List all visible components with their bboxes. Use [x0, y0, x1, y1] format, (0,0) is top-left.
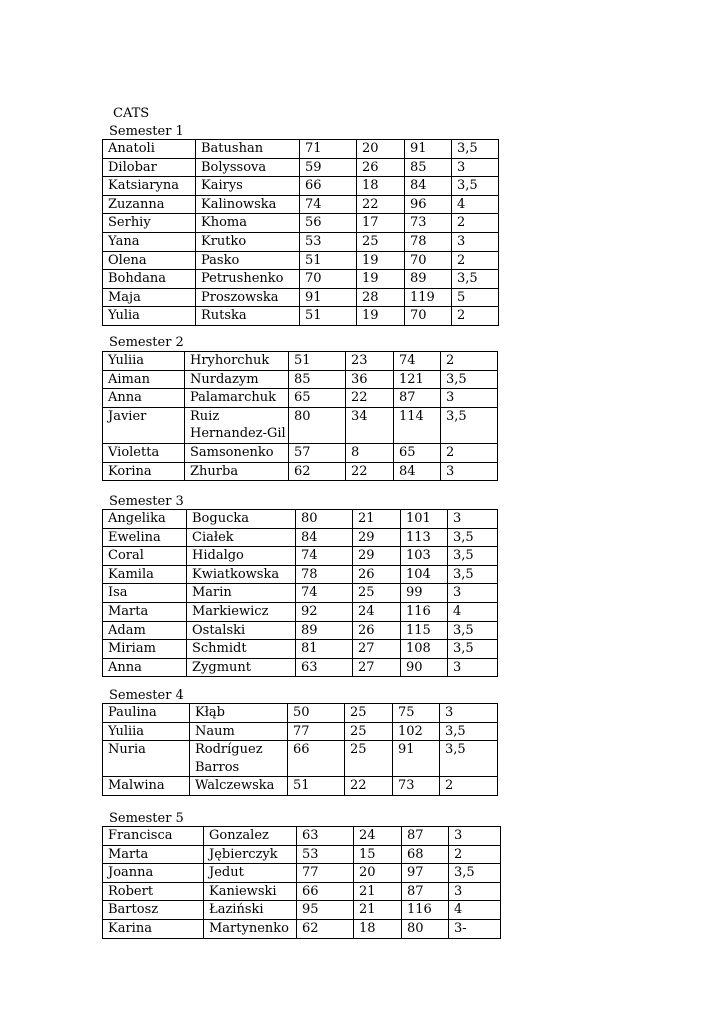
total-cell: 91 [393, 741, 440, 777]
grade-cell: 3 [452, 158, 499, 177]
grade-cell: 3,5 [448, 547, 498, 566]
score-b-cell: 24 [353, 602, 401, 621]
total-cell: 80 [402, 919, 449, 938]
score-a-cell: 81 [296, 640, 353, 659]
score-a-cell: 51 [300, 307, 357, 326]
last-name-cell: Pasko [196, 251, 300, 270]
score-a-cell: 77 [297, 864, 354, 883]
total-cell: 113 [401, 528, 448, 547]
score-a-cell: 70 [300, 270, 357, 289]
grade-cell: 3 [441, 462, 498, 481]
table-row [103, 602, 498, 621]
score-b-cell: 15 [354, 845, 402, 864]
total-cell: 73 [393, 777, 440, 796]
score-a-cell: 91 [300, 288, 357, 307]
first-name-cell: Zuzanna [103, 195, 196, 214]
total-cell: 87 [394, 389, 441, 408]
last-name-cell: Zygmunt [187, 658, 296, 677]
table-row [103, 288, 499, 307]
score-b-cell: 25 [353, 584, 401, 603]
score-a-cell: 63 [296, 658, 353, 677]
last-name-cell: Rutska [196, 307, 300, 326]
last-name-cell: Naum [190, 722, 288, 741]
grade-cell: 3,5 [449, 864, 501, 883]
first-name-cell: Javier [103, 407, 185, 443]
score-b-cell: 26 [353, 621, 401, 640]
score-b-cell: 25 [345, 704, 393, 723]
first-name-cell: Yuliia [103, 352, 185, 371]
total-cell: 116 [402, 901, 449, 920]
first-name-cell: Isa [103, 584, 187, 603]
first-name-cell: Coral [103, 547, 187, 566]
first-name-cell: Ewelina [103, 528, 187, 547]
first-name-cell: Robert [103, 882, 204, 901]
first-name-cell: Francisca [103, 827, 204, 846]
grade-cell: 3,5 [440, 722, 498, 741]
total-cell: 99 [401, 584, 448, 603]
semester-4-label: Semester 4 [109, 688, 184, 703]
grade-cell: 3 [448, 510, 498, 529]
last-name-cell: Batushan [196, 140, 300, 159]
first-name-cell: Katsiaryna [103, 177, 196, 196]
grade-cell: 3,5 [452, 270, 499, 289]
total-cell: 70 [405, 307, 452, 326]
grade-cell: 2 [452, 214, 499, 233]
score-b-cell: 20 [354, 864, 402, 883]
table-row [103, 658, 498, 677]
score-a-cell: 62 [289, 462, 346, 481]
total-cell: 74 [394, 352, 441, 371]
score-b-cell: 26 [357, 158, 405, 177]
last-name-cell: Ciałek [187, 528, 296, 547]
first-name-cell: Violetta [103, 443, 185, 462]
total-cell: 119 [405, 288, 452, 307]
table-row [103, 232, 499, 251]
total-cell: 78 [405, 232, 452, 251]
total-cell: 96 [405, 195, 452, 214]
score-a-cell: 85 [289, 370, 346, 389]
first-name-cell: Bohdana [103, 270, 196, 289]
table-row [103, 214, 499, 233]
grade-cell: 3 [441, 389, 498, 408]
first-name-cell: Korina [103, 462, 185, 481]
total-cell: 84 [405, 177, 452, 196]
last-name-cell: Kalinowska [196, 195, 300, 214]
semester-1-label: Semester 1 [109, 124, 184, 139]
first-name-cell: Maja [103, 288, 196, 307]
grade-cell: 3,5 [441, 407, 498, 443]
last-name-cell: Khoma [196, 214, 300, 233]
score-b-cell: 8 [346, 443, 394, 462]
score-b-cell: 24 [354, 827, 402, 846]
semester-2-table [102, 351, 498, 481]
first-name-cell: Adam [103, 621, 187, 640]
table-row [103, 722, 498, 741]
table-row [103, 565, 498, 584]
score-a-cell: 51 [300, 251, 357, 270]
grade-cell: 4 [449, 901, 501, 920]
score-b-cell: 36 [346, 370, 394, 389]
score-a-cell: 66 [300, 177, 357, 196]
last-name-cell: Krutko [196, 232, 300, 251]
first-name-cell: Marta [103, 602, 187, 621]
semester-3-table [102, 509, 498, 677]
first-name-cell: Anna [103, 658, 187, 677]
last-name-cell: Nurdazym [185, 370, 289, 389]
document-title: CATS [113, 106, 150, 121]
first-name-cell: Angelika [103, 510, 187, 529]
first-name-cell: Anna [103, 389, 185, 408]
score-b-cell: 18 [354, 919, 402, 938]
first-name-cell: Nuria [103, 741, 190, 777]
table-row [103, 777, 498, 796]
total-cell: 102 [393, 722, 440, 741]
score-a-cell: 92 [296, 602, 353, 621]
table-row [103, 584, 498, 603]
total-cell: 91 [405, 140, 452, 159]
score-b-cell: 22 [346, 389, 394, 408]
grade-cell: 2 [452, 251, 499, 270]
score-a-cell: 53 [300, 232, 357, 251]
grade-cell: 3,5 [452, 177, 499, 196]
last-name-cell: Petrushenko [196, 270, 300, 289]
total-cell: 116 [401, 602, 448, 621]
score-b-cell: 27 [353, 658, 401, 677]
score-a-cell: 77 [288, 722, 345, 741]
total-cell: 89 [405, 270, 452, 289]
table-row [103, 528, 498, 547]
first-name-cell: Olena [103, 251, 196, 270]
grade-cell: 2 [440, 777, 498, 796]
score-a-cell: 62 [297, 919, 354, 938]
first-name-cell: Marta [103, 845, 204, 864]
grade-cell: 3 [448, 658, 498, 677]
score-b-cell: 28 [357, 288, 405, 307]
total-cell: 108 [401, 640, 448, 659]
score-a-cell: 71 [300, 140, 357, 159]
table-row [103, 307, 499, 326]
score-a-cell: 89 [296, 621, 353, 640]
score-b-cell: 20 [357, 140, 405, 159]
first-name-cell: Paulina [103, 704, 190, 723]
last-name-cell: Kairys [196, 177, 300, 196]
last-name-cell: Palamarchuk [185, 389, 289, 408]
table-row [103, 882, 501, 901]
grade-cell: 2 [441, 443, 498, 462]
last-name-cell: Kłąb [190, 704, 288, 723]
table-row [103, 919, 501, 938]
grade-cell: 3- [449, 919, 501, 938]
score-b-cell: 29 [353, 547, 401, 566]
grade-cell: 4 [452, 195, 499, 214]
score-a-cell: 74 [296, 547, 353, 566]
first-name-cell: Serhiy [103, 214, 196, 233]
total-cell: 75 [393, 704, 440, 723]
score-a-cell: 66 [297, 882, 354, 901]
first-name-cell: Joanna [103, 864, 204, 883]
total-cell: 84 [394, 462, 441, 481]
score-b-cell: 23 [346, 352, 394, 371]
grade-cell: 3,5 [448, 565, 498, 584]
score-a-cell: 74 [300, 195, 357, 214]
score-a-cell: 56 [300, 214, 357, 233]
last-name-cell: Łaziński [204, 901, 297, 920]
table-row [103, 140, 499, 159]
grade-cell: 3 [440, 704, 498, 723]
score-b-cell: 25 [345, 741, 393, 777]
score-a-cell: 51 [288, 777, 345, 796]
grade-cell: 5 [452, 288, 499, 307]
score-a-cell: 51 [289, 352, 346, 371]
last-name-cell: Markiewicz [187, 602, 296, 621]
last-name-cell: Marin [187, 584, 296, 603]
table-row [103, 547, 498, 566]
semester-4-table [102, 703, 498, 796]
table-row [103, 443, 498, 462]
table-row [103, 158, 499, 177]
score-b-cell: 22 [345, 777, 393, 796]
semester-5-label: Semester 5 [109, 811, 184, 826]
grade-cell: 3 [448, 584, 498, 603]
total-cell: 90 [401, 658, 448, 677]
score-b-cell: 17 [357, 214, 405, 233]
score-b-cell: 21 [353, 510, 401, 529]
total-cell: 103 [401, 547, 448, 566]
score-b-cell: 21 [354, 882, 402, 901]
grade-cell: 2 [449, 845, 501, 864]
grade-cell: 4 [448, 602, 498, 621]
total-cell: 87 [402, 827, 449, 846]
grade-cell: 3,5 [440, 741, 498, 777]
score-a-cell: 65 [289, 389, 346, 408]
score-b-cell: 29 [353, 528, 401, 547]
first-name-cell: Aiman [103, 370, 185, 389]
table-row [103, 251, 499, 270]
score-b-cell: 21 [354, 901, 402, 920]
score-a-cell: 50 [288, 704, 345, 723]
total-cell: 70 [405, 251, 452, 270]
score-a-cell: 57 [289, 443, 346, 462]
table-row [103, 621, 498, 640]
score-b-cell: 34 [346, 407, 394, 443]
first-name-cell: Yana [103, 232, 196, 251]
grade-cell: 3 [449, 882, 501, 901]
last-name-cell: Walczewska [190, 777, 288, 796]
last-name-cell: Jedut [204, 864, 297, 883]
score-a-cell: 63 [297, 827, 354, 846]
score-a-cell: 84 [296, 528, 353, 547]
last-name-cell: Hidalgo [187, 547, 296, 566]
last-name-cell: Ruiz Hernandez-Gil [185, 407, 289, 443]
grade-cell: 3,5 [448, 621, 498, 640]
grade-cell: 3,5 [452, 140, 499, 159]
score-b-cell: 25 [345, 722, 393, 741]
score-b-cell: 25 [357, 232, 405, 251]
table-row [103, 827, 501, 846]
total-cell: 104 [401, 565, 448, 584]
last-name-cell: Samsonenko [185, 443, 289, 462]
semester-2-label: Semester 2 [109, 335, 184, 350]
total-cell: 114 [394, 407, 441, 443]
last-name-cell: Jębierczyk [204, 845, 297, 864]
grade-cell: 2 [441, 352, 498, 371]
total-cell: 73 [405, 214, 452, 233]
last-name-cell: Kaniewski [204, 882, 297, 901]
last-name-cell: Gonzalez [204, 827, 297, 846]
score-b-cell: 27 [353, 640, 401, 659]
grade-cell: 3,5 [441, 370, 498, 389]
total-cell: 97 [402, 864, 449, 883]
semester-3-label: Semester 3 [109, 494, 184, 509]
grade-cell: 3 [449, 827, 501, 846]
table-row [103, 195, 499, 214]
table-row [103, 901, 501, 920]
table-row [103, 407, 498, 443]
total-cell: 65 [394, 443, 441, 462]
first-name-cell: Miriam [103, 640, 187, 659]
total-cell: 87 [402, 882, 449, 901]
table-row [103, 352, 498, 371]
first-name-cell: Bartosz [103, 901, 204, 920]
first-name-cell: Anatoli [103, 140, 196, 159]
table-row [103, 389, 498, 408]
score-b-cell: 22 [357, 195, 405, 214]
score-b-cell: 22 [346, 462, 394, 481]
score-a-cell: 59 [300, 158, 357, 177]
table-row [103, 510, 498, 529]
last-name-cell: Rodríguez Barros [190, 741, 288, 777]
last-name-cell: Hryhorchuk [185, 352, 289, 371]
grade-cell: 3 [452, 232, 499, 251]
score-b-cell: 19 [357, 307, 405, 326]
score-a-cell: 95 [297, 901, 354, 920]
first-name-cell: Dilobar [103, 158, 196, 177]
score-a-cell: 53 [297, 845, 354, 864]
score-a-cell: 80 [289, 407, 346, 443]
score-b-cell: 19 [357, 251, 405, 270]
first-name-cell: Kamila [103, 565, 187, 584]
table-row [103, 741, 498, 777]
grade-cell: 3,5 [448, 640, 498, 659]
total-cell: 101 [401, 510, 448, 529]
last-name-cell: Proszowska [196, 288, 300, 307]
score-b-cell: 18 [357, 177, 405, 196]
first-name-cell: Yuliia [103, 722, 190, 741]
table-row [103, 462, 498, 481]
semester-1-table [102, 139, 499, 326]
last-name-cell: Bolyssova [196, 158, 300, 177]
total-cell: 68 [402, 845, 449, 864]
first-name-cell: Yulia [103, 307, 196, 326]
grade-cell: 2 [452, 307, 499, 326]
total-cell: 121 [394, 370, 441, 389]
score-a-cell: 78 [296, 565, 353, 584]
grade-cell: 3,5 [448, 528, 498, 547]
last-name-cell: Zhurba [185, 462, 289, 481]
last-name-cell: Kwiatkowska [187, 565, 296, 584]
first-name-cell: Malwina [103, 777, 190, 796]
first-name-cell: Karina [103, 919, 204, 938]
total-cell: 115 [401, 621, 448, 640]
score-b-cell: 26 [353, 565, 401, 584]
table-row [103, 864, 501, 883]
table-row [103, 704, 498, 723]
table-row [103, 370, 498, 389]
last-name-cell: Bogucka [187, 510, 296, 529]
table-row [103, 845, 501, 864]
total-cell: 85 [405, 158, 452, 177]
last-name-cell: Ostalski [187, 621, 296, 640]
score-a-cell: 80 [296, 510, 353, 529]
table-row [103, 270, 499, 289]
last-name-cell: Schmidt [187, 640, 296, 659]
table-row [103, 640, 498, 659]
table-row [103, 177, 499, 196]
score-a-cell: 66 [288, 741, 345, 777]
score-a-cell: 74 [296, 584, 353, 603]
score-b-cell: 19 [357, 270, 405, 289]
semester-5-table [102, 826, 501, 939]
last-name-cell: Martynenko [204, 919, 297, 938]
